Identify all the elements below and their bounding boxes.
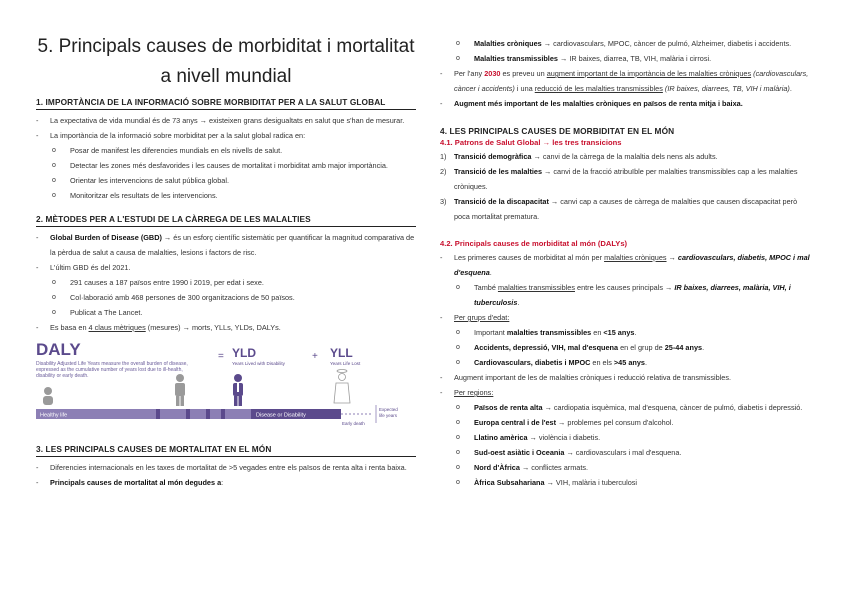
list-item: o Malalties transmissibles → IR baixes, diarrea, TB, VIH, malària i cirrosi. <box>440 51 812 66</box>
transitions-list <box>440 149 812 224</box>
list-item: o 291 causes a 187 països entre 1990 i 2019, per edat i sexe. <box>36 275 416 290</box>
list-item: o Cardiovasculars, diabetis i MPOC en els >45 anys. <box>440 355 812 370</box>
early-death-label: Early death <box>342 421 365 426</box>
list-item: o Àfrica Subsahariana → VIH, malària i tuberculosi <box>440 475 812 490</box>
section-3-heading: 3. LES PRINCIPALS CAUSES DE MORTALITAT EN EL MÓN <box>36 443 416 457</box>
list-item: - Augment més important de les malalties cròniques en països de renta mitja i baixa. <box>440 96 812 111</box>
list-item: o Orientar les intervencions de salut pública global. <box>36 173 416 188</box>
yld-subtitle: Years Lived with Disability <box>232 361 285 366</box>
list-item: - Per l'any 2030 es preveu un augment important de la importància de les malalties cròniques (cardiovasculars, càncer i accidents) i una reducció de les malalties transmissibles (IR baixes, diarrees, TB, VIH i malària). <box>440 66 812 96</box>
list-item: 2) Transició de les malalties → canvi de la fracció atribuïble per malalties transmissibles cap a les malalties cròniques. <box>440 167 798 191</box>
suited-person-icon <box>233 374 243 406</box>
list-item: o Posar de manifest les diferencies mundials en els nivells de salut. <box>36 143 416 158</box>
list-item: - Principals causes de mortalitat al món degudes a: <box>36 475 416 490</box>
bar-tick <box>156 409 160 419</box>
section-4-2-heading: 4.2. Principals causes de morbiditat al món (DALYs) <box>440 239 628 248</box>
yll-subtitle: Years Life Lost <box>330 361 361 366</box>
healthy-life-bar <box>36 409 251 419</box>
disease-label: Disease or Disability <box>256 412 306 419</box>
expected-label-2: life years <box>379 413 398 418</box>
sub-list <box>50 275 416 320</box>
list-item: o Monitoritzar els resultats de les intervencions. <box>36 188 416 203</box>
list-item: o Col·laboració amb 468 persones de 300 organitzacions de 50 països. <box>36 290 416 305</box>
sub-list <box>50 143 416 203</box>
list-item: o Publicat a The Lancet. <box>36 305 416 320</box>
daly-desc-2: expressed as the cumulative number of years lost due to ill-health, <box>36 367 183 373</box>
sub-list <box>454 325 812 370</box>
left-column <box>36 0 416 490</box>
daly-desc-3: disability or early death. <box>36 373 89 379</box>
right-column <box>440 0 812 490</box>
list-item: 1) Transició demogràfica → canvi de la càrrega de la malaltia dels nens als adults. <box>440 152 718 161</box>
page-title: 5. Principals causes de morbiditat i mortalitat a nivell mundial <box>37 36 415 87</box>
list-item: - Global Burden of Disease (GBD) → és un esforç científic sistemàtic per quantificar la magnitud comparativa de la pèrdua de salut a causa de malalties, lesions i factors de risc. <box>36 230 416 260</box>
list-item: - Per regions: o Països de renta alta → cardiopatia isquèmica, mal d'esquena, càncer de pulmó, diabetis i depressió. o Europa central i de l'est → problemes pel consum d'alcohol. o Llatino amèrica → violència i diabetis. o Sud-oest asiàtic i Oceania → cardiovasculars i mal d'esquena. o Nord d'Àfrica → conflictes armats. o Àfrica Subsahariana → VIH, malària i tuberculosi <box>440 385 812 490</box>
baby-icon <box>43 387 53 405</box>
section-3-list <box>36 460 416 490</box>
list-item: - La expectativa de vida mundial és de 73 anys → existeixen grans desigualtats en salut que s'han de mesurar. <box>36 113 416 128</box>
section-4-1-heading: 4.1. Patrons de Salut Global → les tres transicions <box>440 138 622 147</box>
bar-tick <box>186 409 190 419</box>
list-item: o Important malalties transmissibles en <15 anys. <box>440 325 812 340</box>
list-item: - Es basa en 4 claus mètriques (mesures) → morts, YLLs, YLDs, DALYs. <box>36 320 416 335</box>
list-item: o Europa central i de l'est → problemes pel consum d'alcohol. <box>440 415 812 430</box>
list-item: o Sud-oest asiàtic i Oceania → cardiovasculars i mal d'esquena. <box>440 445 812 460</box>
equals-sign: = <box>218 351 224 362</box>
list-item: 3) Transició de la discapacitat → canvi cap a causes de càrrega de malalties que causen discapacitat però poca mortalitat prematura. <box>440 197 798 221</box>
list-item: o Nord d'Àfrica → conflictes armats. <box>440 460 812 475</box>
list-item: - L'últim GBD és del 2021. o 291 causes a 187 països entre 1990 i 2019, per edat i sexe. o Col·laboració amb 468 persones de 300 organitzacions de 50 països. o Publicat a The Lancet. <box>36 260 416 320</box>
bar-tick <box>206 409 210 419</box>
list-item: o Llatino amèrica → violència i diabetis. <box>440 430 812 445</box>
list-item: o Malalties cròniques → cardiovasculars, MPOC, càncer de pulmó, Alzheimer, diabetis i accidents. <box>440 36 812 51</box>
list-item: - Diferencies internacionals en les taxes de mortalitat de >5 vegades entre els països de renta alta i renta baixa. <box>36 460 416 475</box>
daly-infographic <box>36 339 416 429</box>
list-item: - Per grups d'edat: o Important malalties transmissibles en <15 anys. o Accidents, depressió, VIH, mal d'esquena en el grup de 25-44 anys. o Cardiovasculars, diabetis i MPOC en els >45 anys. <box>440 310 812 370</box>
section-1-list <box>36 113 416 203</box>
dalys-list <box>440 250 812 490</box>
list-item: o Accidents, depressió, VIH, mal d'esquena en el grup de 25-44 anys. <box>440 340 812 355</box>
section-2-list <box>36 230 416 335</box>
section-3-list-cont <box>440 66 812 111</box>
list-item: - Les primeres causes de morbiditat al món per malalties cròniques → cardiovasculars, diabetis, MPOC i mal d'esquena. o També malalties transmissibles entre les causes principals → IR baixes, diarrees, malària, VIH, i tuberculosis. <box>440 250 812 310</box>
bar-tick <box>221 409 225 419</box>
section-4-heading: 4. LES PRINCIPALS CAUSES DE MORBIDITAT EN EL MÓN <box>440 126 675 136</box>
yll-label: YLL <box>330 346 353 360</box>
section-2-heading: 2. MÈTODES PER A L'ESTUDI DE LA CÀRREGA DE LES MALALTIES <box>36 213 416 227</box>
regions-list <box>454 400 812 490</box>
sub-list <box>454 280 812 310</box>
list-item: o També malalties transmissibles entre les causes principals → IR baixes, diarrees, malària, VIH, i tuberculosis. <box>440 280 812 310</box>
list-item: o Països de renta alta → cardiopatia isquèmica, mal d'esquena, càncer de pulmó, diabetis i depressió. <box>440 400 812 415</box>
angel-icon <box>334 370 350 404</box>
list-item: o Detectar les zones més desfavorides i les causes de mortalitat i morbiditat amb major importància. <box>36 158 416 173</box>
person-icon <box>175 374 185 406</box>
yld-label: YLD <box>232 346 256 360</box>
healthy-life-label: Healthy life <box>40 412 68 419</box>
daly-diagram <box>36 339 416 429</box>
expected-label-1: Expected <box>379 407 398 412</box>
daly-desc-1: Disability Adjusted Life Years measure the overall burden of disease, <box>36 361 188 367</box>
list-item: - Augment important de les de malalties cròniques i reducció relativa de transmissibles. <box>440 370 812 385</box>
list-item: - La importància de la informació sobre morbiditat per a la salut global radica en: o Posar de manifest les diferencies mundials en els nivells de salut. o Detectar les zones més desfavorides i les causes de mortalitat i morbiditat amb major importància. o Orientar les intervencions de salut pública global. o Monitoritzar els resultats de les intervencions. <box>36 128 416 203</box>
daly-title: DALY <box>36 340 81 359</box>
section-1-heading: 1. IMPORTÀNCIA DE LA INFORMACIÓ SOBRE MORBIDITAT PER A LA SALUT GLOBAL <box>36 96 416 110</box>
section-3-sublist <box>440 36 812 66</box>
plus-sign: + <box>312 351 318 362</box>
